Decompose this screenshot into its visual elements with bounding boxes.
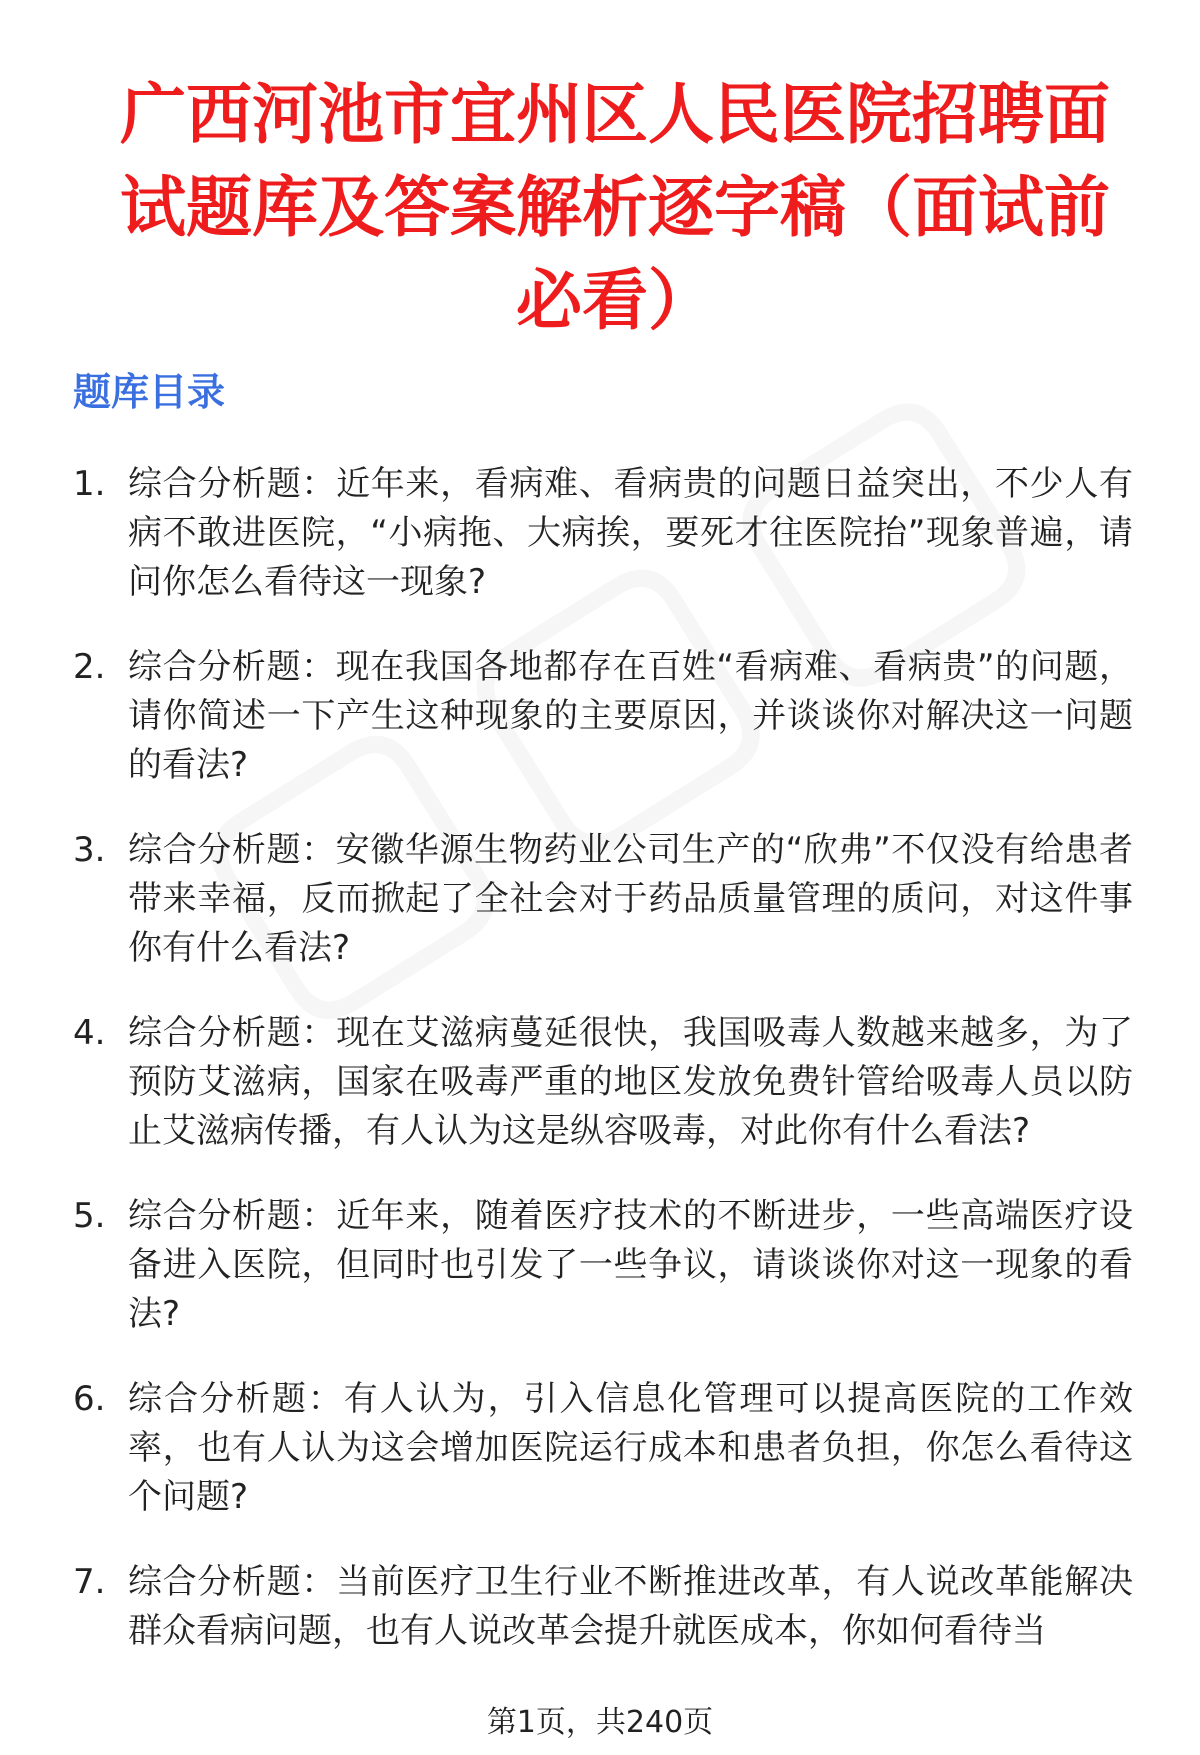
toc-item-text: 综合分析题：现在艾滋病蔓延很快，我国吸毒人数越来越多，为了预防艾滋病，国家在吸毒严重的地区发放免费针管给吸毒人员以防止艾滋病传播，有人认为这是纵容吸毒，对此你有什么看法? [128,1013,1133,1151]
toc-item [73,643,1133,790]
toc-item-text: 综合分析题：近年来，看病难、看病贵的问题日益突出，不少人有病不敢进医院，“小病拖、大病挨，要死才往医院抬”现象普遍，请问你怎么看待这一现象? [128,464,1133,602]
toc-item-text: 综合分析题：近年来，随着医疗技术的不断进步，一些高端医疗设备进入医院，但同时也引发了一些争议，请谈谈你对这一现象的看法? [128,1196,1133,1334]
toc-item [73,1192,1133,1339]
page-footer: 第1页，共240页 [0,1703,1200,1743]
toc-item [73,1558,1133,1656]
toc-item-number: 7. [73,1562,106,1602]
toc-item [73,1375,1133,1522]
toc-list [73,460,1133,1692]
toc-item-text: 综合分析题：当前医疗卫生行业不断推进改革，有人说改革能解决群众看病问题，也有人说改革会提升就医成本，你如何看待当 [128,1562,1133,1651]
toc-item [73,460,1133,607]
toc-item-number: 6. [73,1379,106,1419]
toc-item-number: 2. [73,647,106,687]
toc-item [73,1009,1133,1156]
toc-item-text: 综合分析题：现在我国各地都存在百姓“看病难、看病贵”的问题，请你简述一下产生这种现象的主要原因，并谈谈你对解决这一问题的看法? [128,647,1133,785]
toc-item-text: 综合分析题：有人认为，引入信息化管理可以提高医院的工作效率，也有人认为这会增加医院运行成本和患者负担，你怎么看待这个问题? [128,1379,1133,1517]
toc-item-number: 5. [73,1196,106,1236]
toc-item-text: 综合分析题：安徽华源生物药业公司生产的“欣弗”不仅没有给患者带来幸福，反而掀起了全社会对于药品质量管理的质问，对这件事你有什么看法? [128,830,1133,968]
document-title: 广西河池市宜州区人民医院招聘面试题库及答案解析逐字稿（面试前必看） [120,76,1110,339]
toc-item-number: 1. [73,464,106,504]
toc-item [73,826,1133,973]
toc-item-number: 3. [73,830,106,870]
toc-item-number: 4. [73,1013,106,1053]
toc-heading: 题库目录 [73,370,226,414]
